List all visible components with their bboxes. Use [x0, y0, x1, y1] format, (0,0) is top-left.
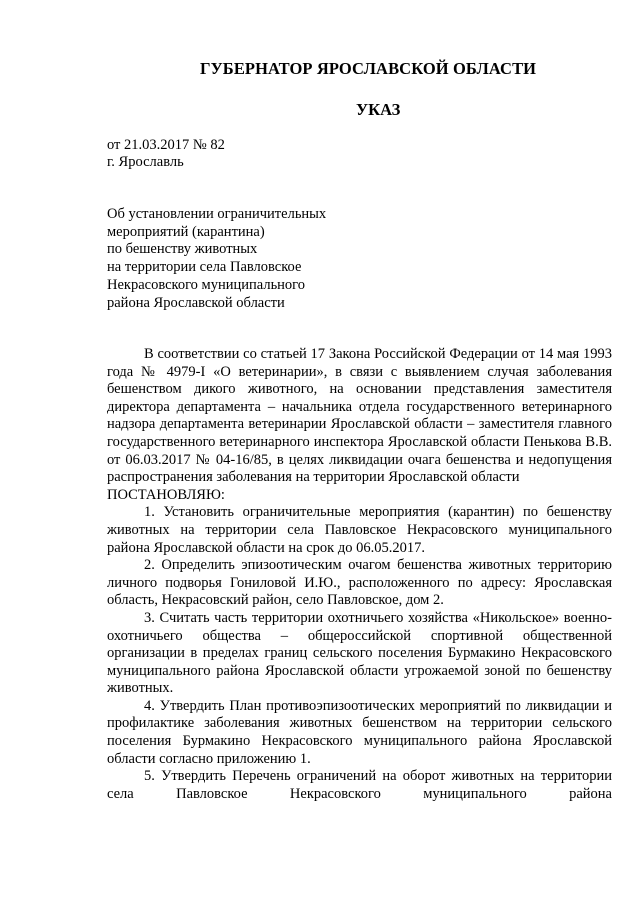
document-type-title: УКАЗ	[356, 100, 401, 119]
resolve-heading: ПОСТАНОВЛЯЮ:	[107, 486, 225, 503]
item-paragraph: 4. Утвердить План противоэпизоотических мероприятий по ликвидации и профилактике заболевания животных бешенством на территории сельского поселения Бурмакино Некрасовского муниципального района Ярославской области согласно приложению 1.	[107, 697, 612, 767]
item-paragraph: 3. Считать часть территории охотничьего хозяйства «Никольское» военно-охотничьего общества – общероссийской спортивной общественной организации в пределах границ сельского поселения Бурмакино Некрасовского муниципального района Ярославской области угрожаемой зоной по бешенству животных.	[107, 609, 612, 697]
date-number: от 21.03.2017 № 82	[107, 137, 225, 153]
subject-line: по бешенству животных	[107, 241, 258, 258]
document-subject	[107, 206, 326, 312]
document-meta	[107, 137, 225, 171]
subject-line: мероприятий (карантина)	[107, 223, 265, 240]
document-body	[107, 346, 612, 803]
subject-line: Некрасовского муниципального	[107, 276, 306, 293]
subject-line: на территории села Павловское	[107, 259, 302, 276]
item-paragraph: 1. Установить ограничительные мероприятия (карантин) по бешенству животных на территории села Павловское Некрасовского муниципального района Ярославской области на срок до 06.05.2017.	[107, 504, 612, 556]
preamble-paragraph: В соответствии со статьей 17 Закона Российской Федерации от 14 мая 1993 года № 4979-I «О ветеринарии», в связи с выявлением случая заболевания бешенством дикого животного, на основании представления заместителя директора департамента – начальника отдела государственного ветеринарного надзора департамента ветеринарии Ярославской области – заместителя главного государственного ветеринарного инспектора Ярославской области Пенькова В.В. от 06.03.2017 № 04-16/85, в целях ликвидации очага бешенства и недопущения распространения заболевания на территории Ярославской области	[107, 346, 612, 486]
subject-line: Об установлении ограничительных	[107, 206, 327, 222]
item-paragraph: 5. Утвердить Перечень ограничений на оборот животных на территории села Павловское Некрасовского муниципального района	[107, 768, 612, 802]
subject-line: района Ярославской области	[107, 294, 285, 311]
document-authority-title: ГУБЕРНАТОР ЯРОСЛАВСКОЙ ОБЛАСТИ	[200, 59, 537, 78]
city: г. Ярославль	[107, 154, 184, 170]
item-paragraph: 2. Определить эпизоотическим очагом бешенства животных территорию личного подворья Гониловой И.Ю., расположенного по адресу: Ярославская область, Некрасовский район, село Павловское, дом 2.	[107, 557, 612, 609]
